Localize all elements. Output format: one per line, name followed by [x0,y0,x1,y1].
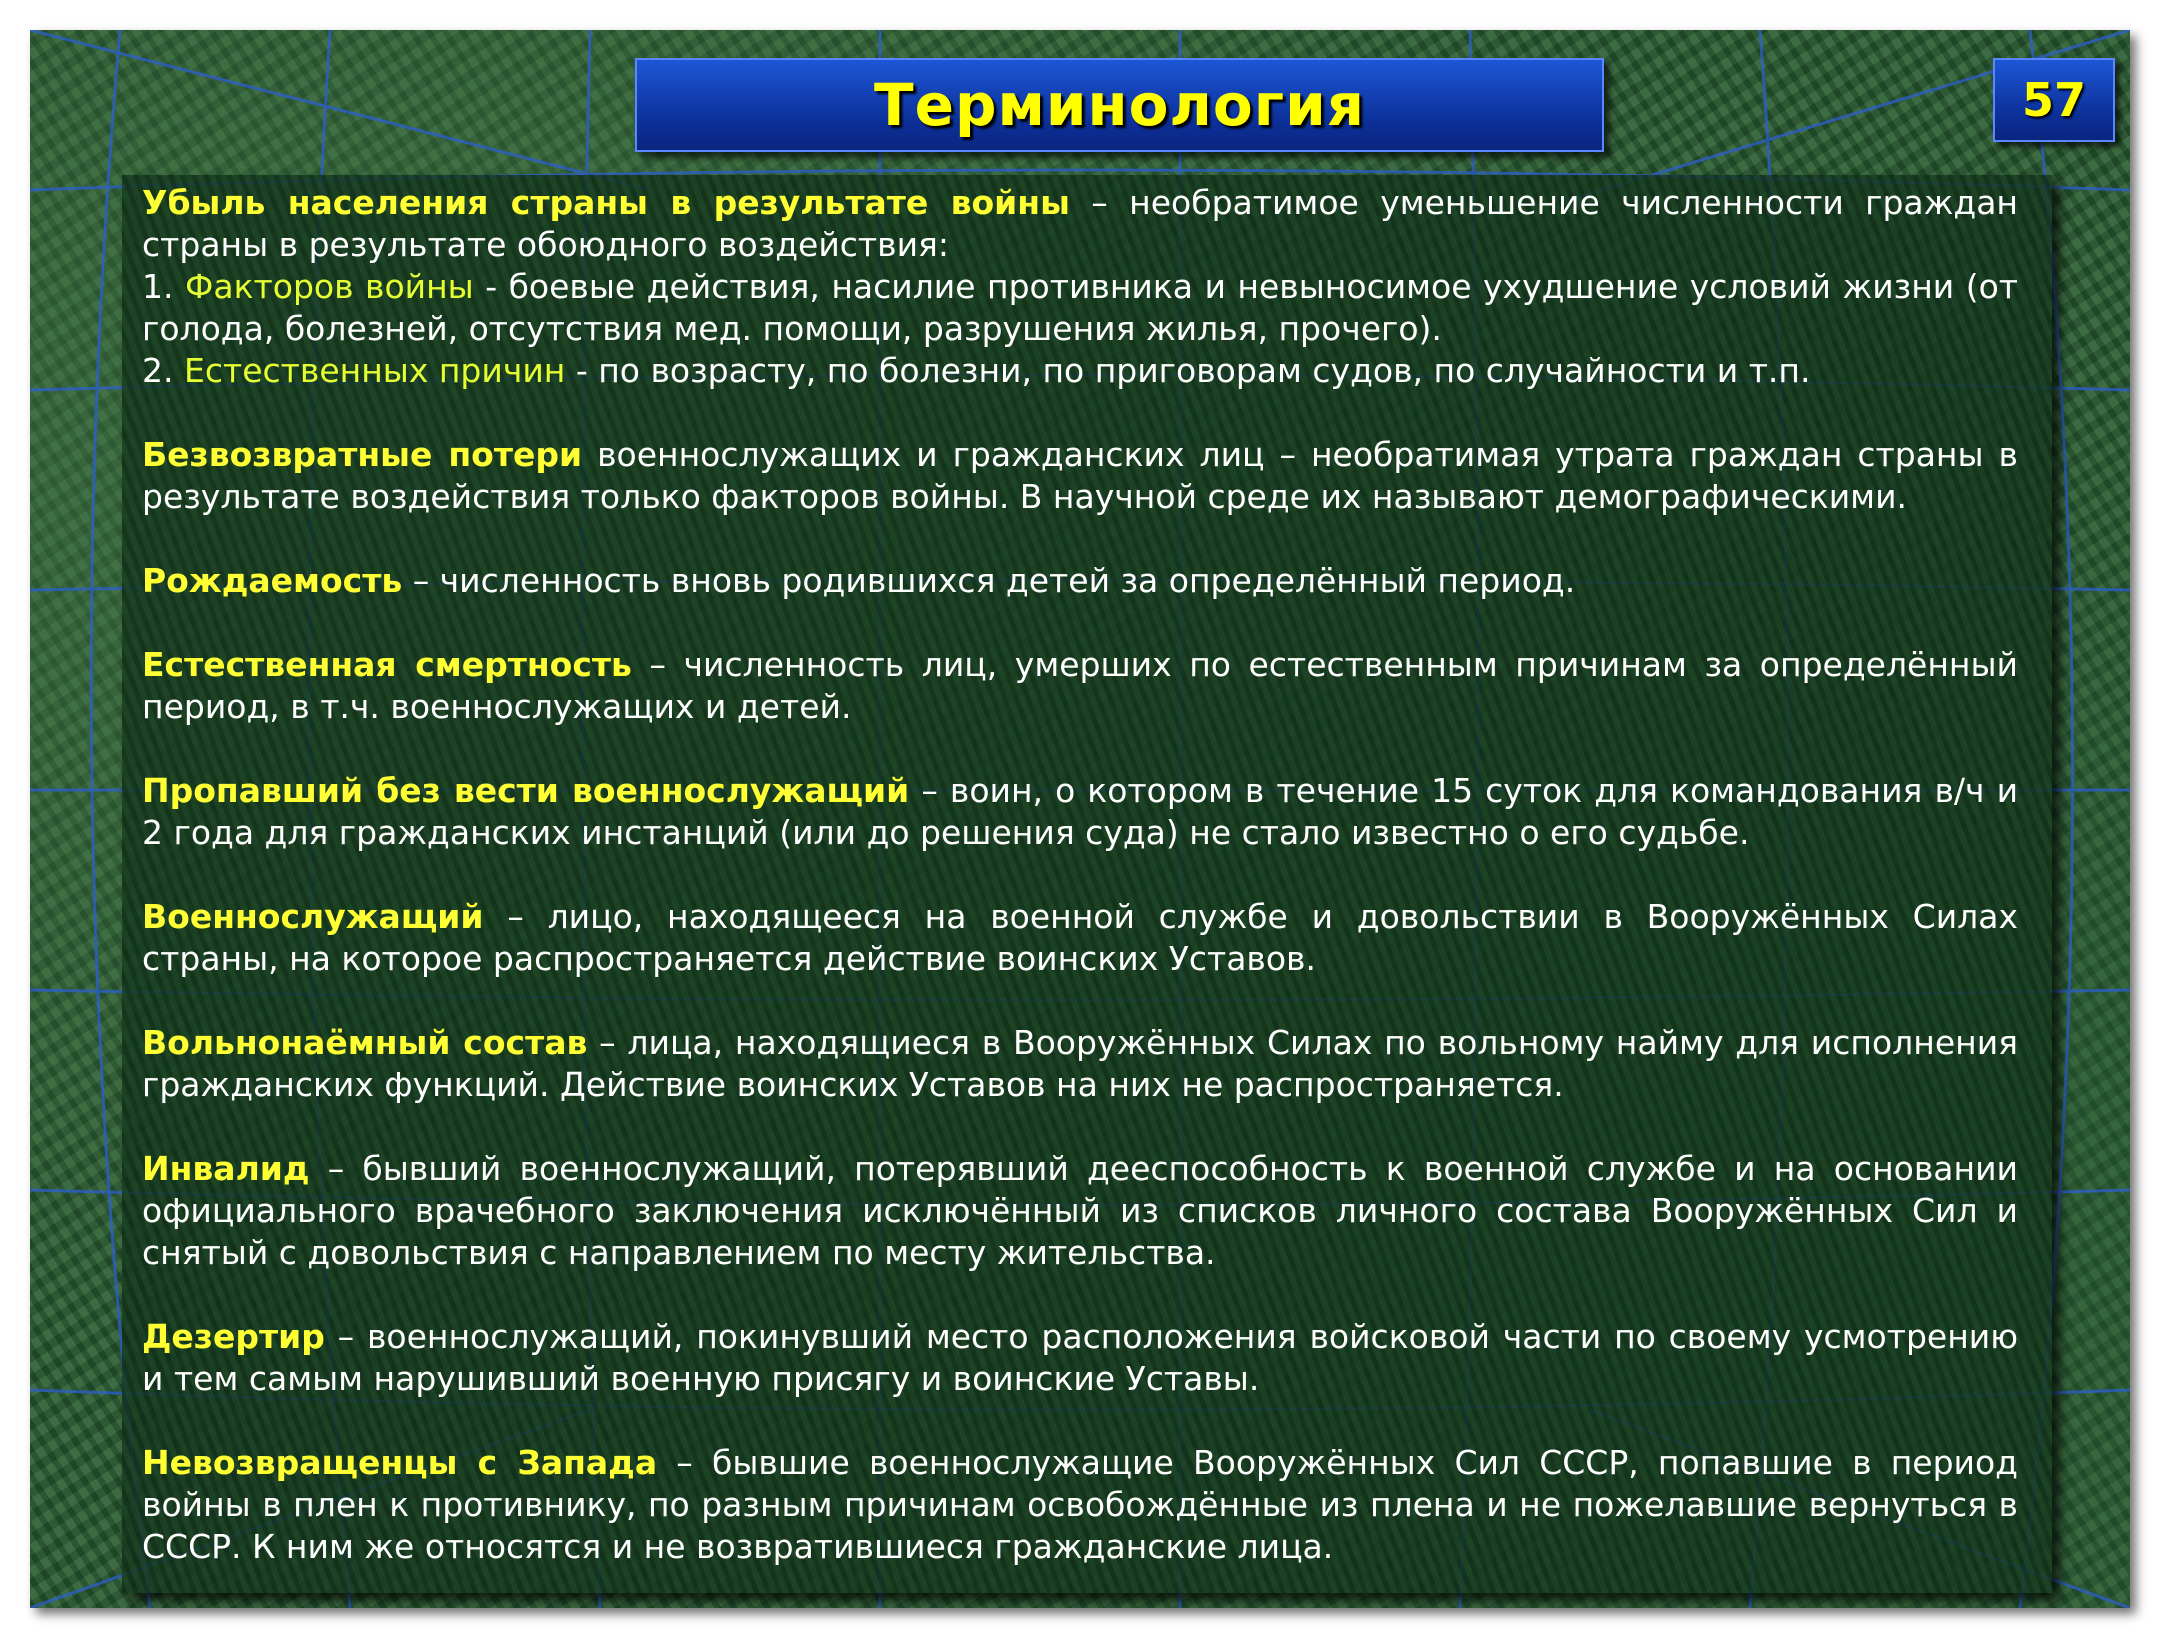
term: Дезертир [142,1317,325,1356]
definition-paragraph [142,644,2018,728]
definition: – бывший военнослужащий, потерявший дееспособность к военной службе и на основании официального врачебного заключения исключённый из списков личного состава Вооружённых Сил и снятый с довольствия с направлением по месту жительства. [142,1149,2018,1272]
term: Пропавший без вести военнослужащий [142,771,910,810]
definition-paragraph [142,1022,2018,1106]
sub-item-number: 2. [142,351,184,390]
definition: – необратимое уменьшение численности граждан страны в результате обоюдного воздействия: [142,183,2018,264]
definition-paragraph [142,560,2018,602]
definition: – лицо, находящееся на военной службе и довольствии в Вооружённых Силах страны, на которое распространяется действие воинских Уставов. [142,897,2018,978]
definition-paragraph [142,1148,2018,1274]
sub-definition: - боевые действия, насилие противника и невыносимое ухудшение условий жизни (от голода, болезней, отсутствия мед. помощи, разрушения жилья, прочего). [142,267,2018,348]
term: Военнослужащий [142,897,484,936]
definition: военнослужащих и гражданских лиц – необратимая утрата граждан страны в результате воздействия только факторов войны. В научной среде их называют демографическими. [142,435,2019,516]
term: Убыль населения страны в результате войны [142,183,1070,222]
definition-paragraph [142,1442,2018,1568]
page-number-badge [1993,58,2115,142]
definition: – военнослужащий, покинувший место расположения войсковой части по своему усмотрению и тем самым нарушивший военную присягу и воинские Уставы. [142,1317,2018,1398]
page-number: 57 [2021,73,2086,127]
term: Инвалид [142,1149,310,1188]
term: Рождаемость [142,561,403,600]
definition: – лица, находящиеся в Вооружённых Силах по вольному найму для исполнения гражданских функций. Действие воинских Уставов на них не распространяется. [142,1023,2018,1104]
term: Вольнонаёмный состав [142,1023,588,1062]
term: Естественная смертность [142,645,632,684]
definition-paragraph [142,1316,2018,1400]
sub-item [142,350,2018,392]
definition-paragraph [142,896,2018,980]
term: Безвозвратные потери [142,435,583,474]
sub-item-number: 1. [142,267,185,306]
definition-paragraph [142,434,2018,518]
sub-term: Естественных причин [183,351,566,390]
sub-definition: - по возрасту, по болезни, по приговорам судов, по случайности и т.п. [565,351,1811,390]
sub-term: Факторов войны [184,267,474,306]
definition: – численность лиц, умерших по естественным причинам за определённый период, в т.ч. военнослужащих и детей. [142,645,2018,726]
page-title: Терминология [874,71,1365,139]
definition-paragraph [142,182,2018,392]
definition: – воин, о котором в течение 15 суток для командования в/ч и 2 года для гражданских инстанций (или до решения суда) не стало известно о его судьбе. [142,771,2019,852]
definition: – бывшие военнослужащие Вооружённых Сил СССР, попавшие в период войны в плен к противнику, по разным причинам освобождённые из плена и не пожелавшие вернуться в СССР. К ним же относятся и не возвратившиеся гражданские лица. [142,1443,2018,1566]
terminology-list [142,182,2018,1568]
sub-item [142,266,2018,350]
definition: – численность вновь родившихся детей за определённый период. [402,561,1576,600]
term: Невозвращенцы с Запада [142,1443,658,1482]
definition-paragraph [142,770,2018,854]
title-banner [635,58,1604,152]
